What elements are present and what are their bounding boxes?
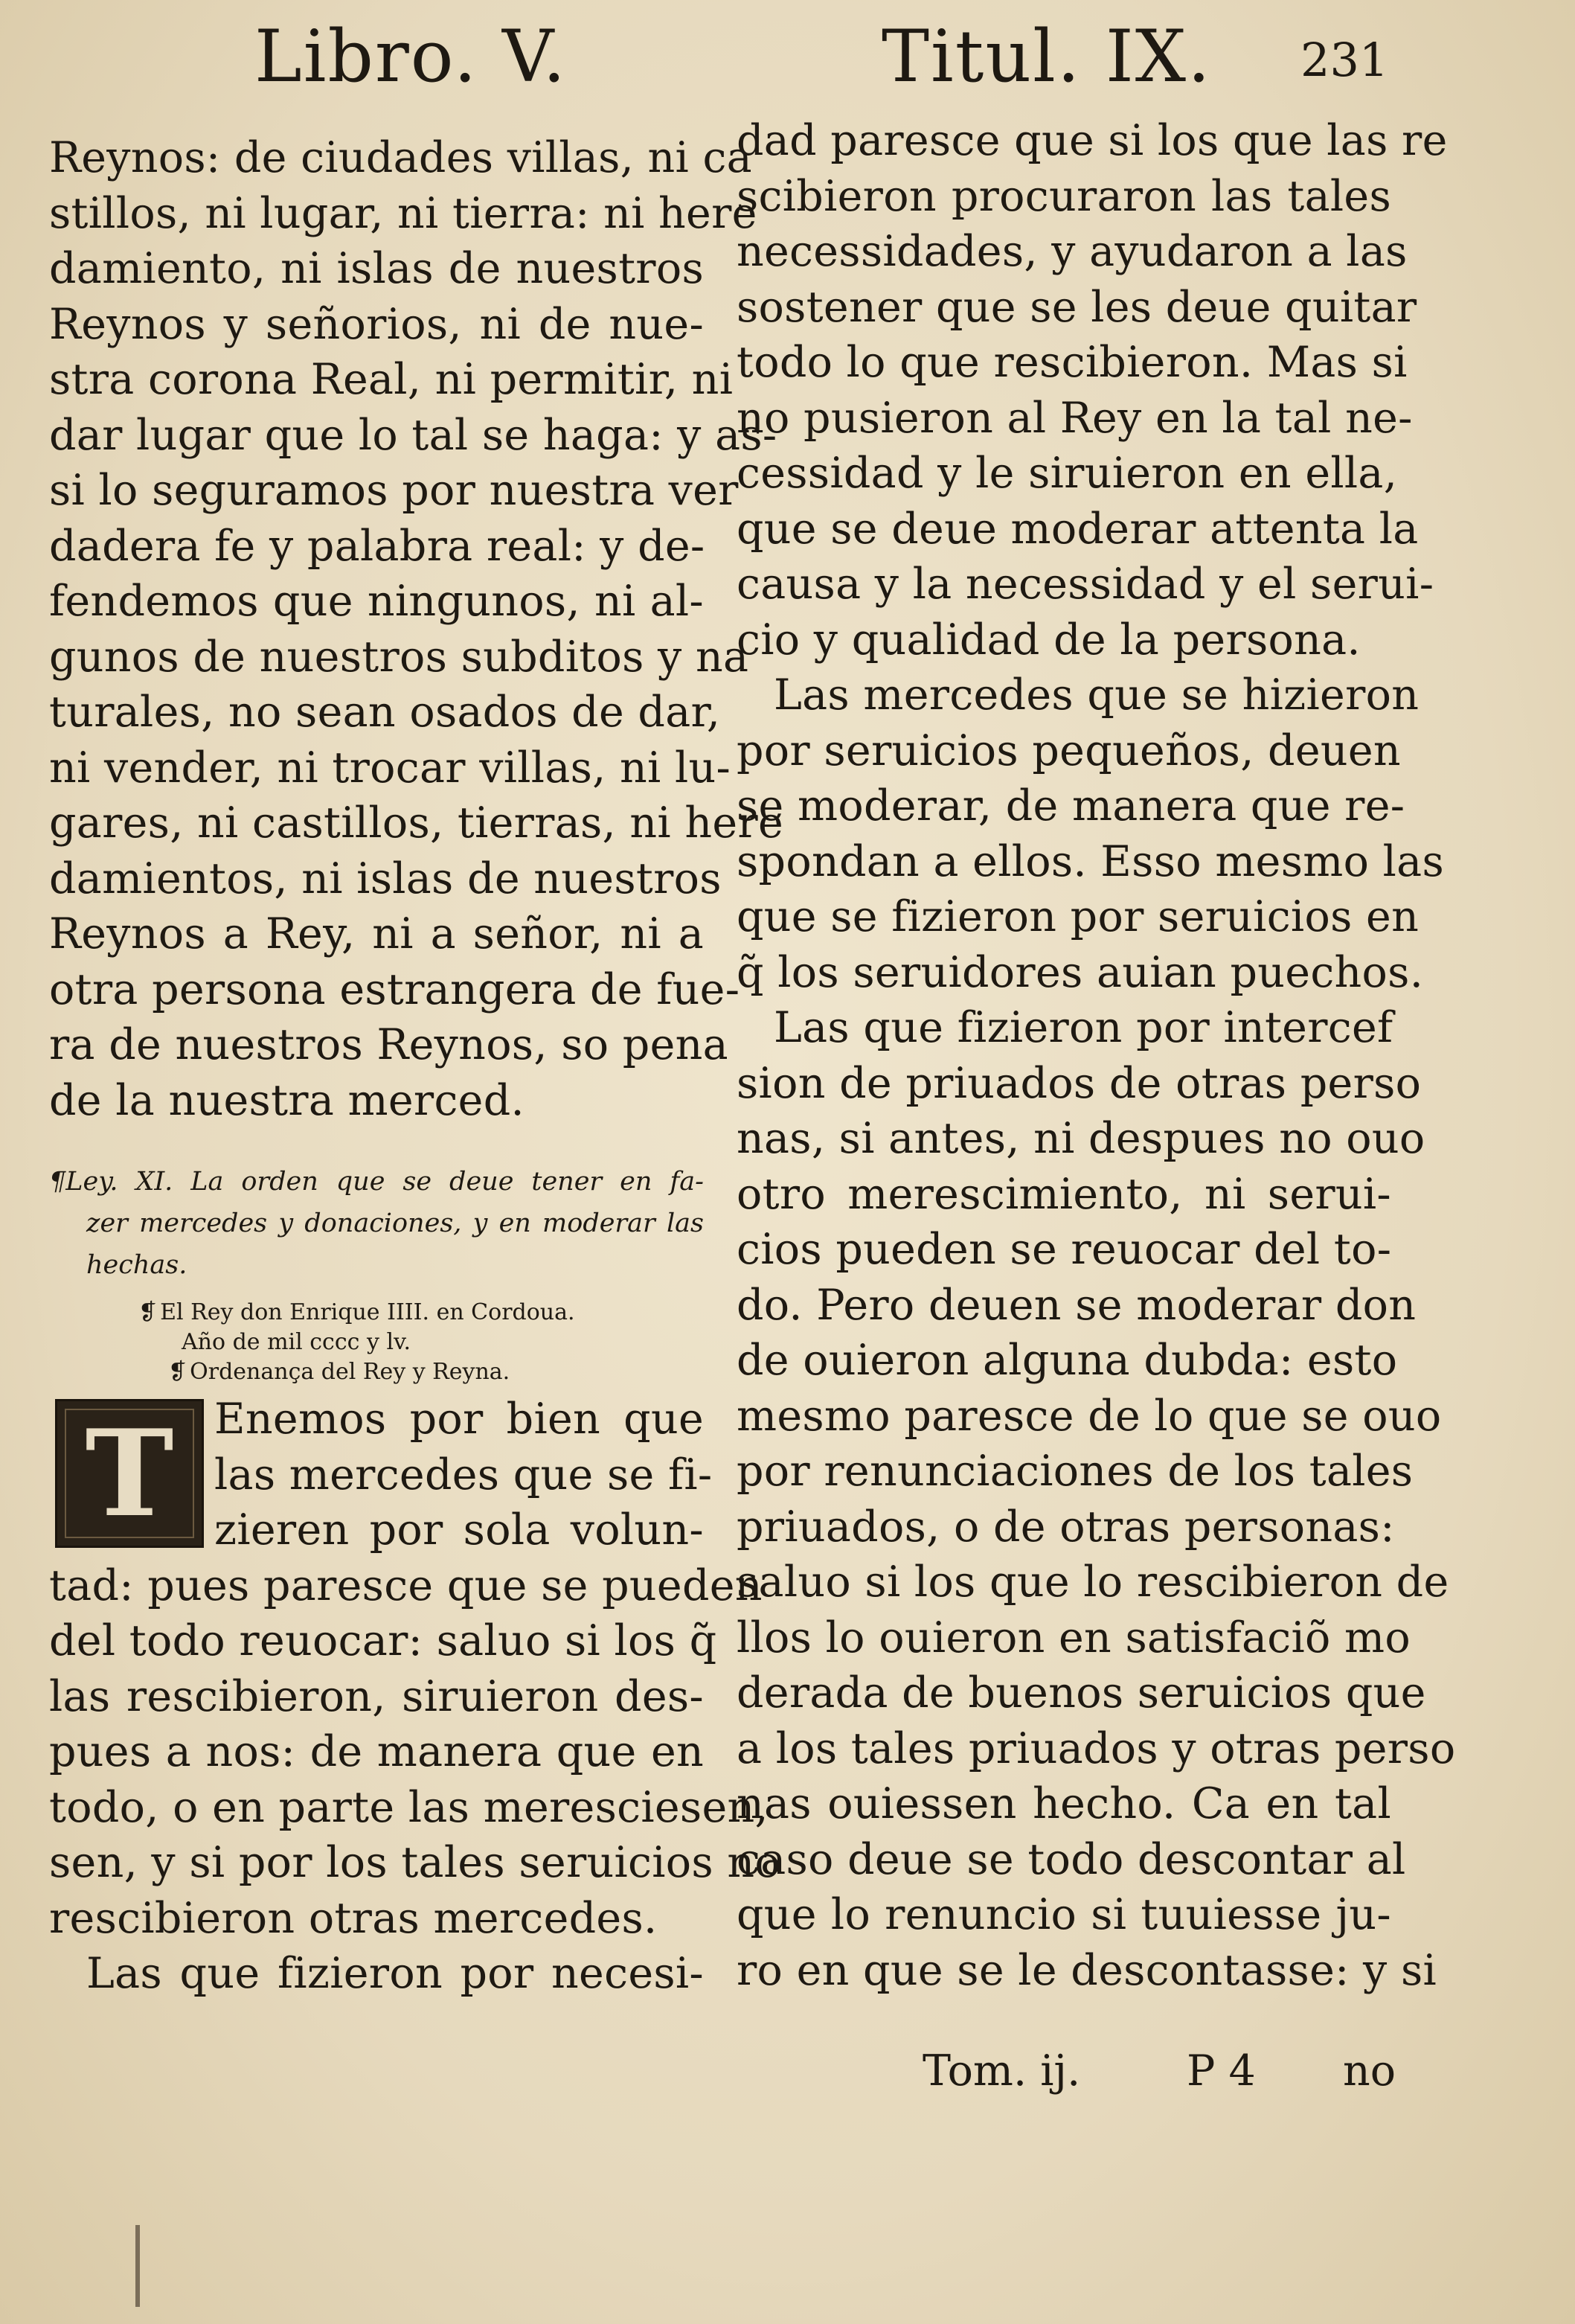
text-line: saluo si los que lo rescibieron de — [737, 1558, 1449, 1607]
page-number: 231 — [1300, 33, 1389, 87]
text-line: Las que fizieron por intercef — [774, 1003, 1393, 1052]
text-line: por renunciaciones de los tales — [737, 1447, 1414, 1496]
text-line: llos lo ouieron en satisfaciõ mo — [737, 1613, 1411, 1662]
right-paragraph-2 — [737, 668, 1444, 1000]
text-line: Las mercedes que se hizieron — [774, 670, 1420, 720]
text-line: ni vender, ni trocar villas, ni lu- — [49, 743, 731, 793]
text-line: dad paresce que si los que las re — [737, 116, 1448, 165]
text-line: tad: pues paresce que se pueden — [49, 1560, 763, 1610]
volume-mark: Tom. ij. — [923, 2046, 1081, 2096]
text-line: del todo reuocar: saluo si los q̃ — [49, 1616, 717, 1665]
text-line: Reynos: de ciudades villas, ni ca — [49, 133, 752, 182]
text-line: a los tales priuados y otras perso — [737, 1723, 1456, 1773]
text-line: do. Pero deuen se moderar don — [737, 1280, 1417, 1330]
text-line: scibieron procuraron las tales — [737, 171, 1391, 221]
text-line: Reynos a Rey, ni a señor, ni a — [49, 909, 704, 958]
initial-letter: T — [85, 1403, 174, 1543]
text-line: que se deue moderar attenta la — [737, 504, 1419, 554]
text-line: rescibieron otras mercedes. — [49, 1893, 658, 1943]
text-line: q̃ los seruidores auian puechos. — [737, 947, 1424, 997]
running-header-book: Libro. V. — [254, 15, 567, 98]
text-line: causa y la necessidad y el serui- — [737, 560, 1434, 609]
left-column — [49, 130, 783, 2002]
text-line: fendemos que ningunos, ni al- — [49, 577, 704, 626]
text-line: que lo renuncio si tuuiesse ju- — [737, 1890, 1391, 1939]
text-line: stillos, ni lugar, ni tierra: ni here — [49, 188, 757, 238]
text-line: todo lo que rescibieron. Mas si — [737, 338, 1408, 387]
text-line: spondan a ellos. Esso mesmo las — [737, 836, 1444, 886]
pilcrow-icon: ❡ — [138, 1299, 158, 1325]
text-line: nas, si antes, ni despues no ouo — [737, 1114, 1425, 1163]
text-line: de la nuestra merced. — [49, 1075, 525, 1125]
text-line: si lo seguramos por nuestra ver — [49, 466, 739, 515]
right-paragraph-3 — [737, 1000, 1456, 1998]
text-line: de ouieron alguna dubda: esto — [737, 1336, 1398, 1385]
text-line: sen, y si por los tales seruicios no — [49, 1838, 781, 1887]
text-line: otra persona estrangera de fue- — [49, 964, 740, 1014]
citation-line: Año de mil cccc y lv. — [182, 1329, 411, 1355]
running-header-title: Titul. IX. — [882, 15, 1212, 98]
citation-line — [138, 1298, 704, 1328]
text-line: necessidades, y ayudaron a las — [737, 227, 1408, 276]
text-line: Reynos y señorios, ni de nue- — [49, 299, 704, 349]
right-column — [737, 113, 1456, 1998]
citation-text: El Rey don Enrique IIII. en Cordoua. — [160, 1299, 575, 1325]
text-line: otro merescimiento, ni serui- — [737, 1169, 1391, 1219]
ley-heading-line: zer mercedes y donaciones, y en moderar las — [86, 1209, 704, 1238]
signature-mark: P 4 — [1187, 2046, 1256, 2096]
ley-heading-line: hechas. — [86, 1250, 187, 1280]
text-line: gares, ni castillos, tierras, ni here — [49, 798, 783, 848]
text-line: cios pueden se reuocar del to- — [737, 1225, 1392, 1274]
right-paragraph-1 — [737, 113, 1448, 668]
text-line: stra corona Real, ni permitir, ni — [49, 355, 734, 404]
ley-heading — [49, 1161, 704, 1286]
text-line: todo, o en parte las meresciesen, — [49, 1782, 769, 1832]
ley-heading-line: ¶Ley. XI. La orden que se deue tener en fa- — [49, 1167, 704, 1197]
text-line: priuados, o de otras personas: — [737, 1502, 1395, 1552]
ink-mark — [135, 2225, 140, 2307]
text-line: derada de buenos seruicios que — [737, 1668, 1426, 1718]
text-line: mesmo paresce de lo que se ouo — [737, 1391, 1442, 1441]
text-line: cessidad y le siruieron en ella, — [737, 449, 1398, 498]
text-line: Enemos por bien que — [214, 1395, 704, 1444]
text-line: gunos de nuestros subditos y na — [49, 632, 749, 682]
text-line: las rescibieron, siruieron des- — [49, 1671, 704, 1721]
text-line: que se fizieron por seruicios en — [737, 892, 1420, 941]
text-line: zieren por sola volun- — [214, 1505, 704, 1555]
citation-text: Ordenança del Rey y Reyna. — [190, 1359, 510, 1385]
text-line: damiento, ni islas de nuestros — [49, 244, 704, 293]
text-line: caso deue se todo descontar al — [737, 1834, 1406, 1884]
text-line: nas ouiessen hecho. Ca en tal — [737, 1779, 1391, 1828]
text-line: pues a nos: de manera que en — [49, 1727, 704, 1776]
citation-line — [138, 1357, 704, 1387]
text-line: sostener que se les deue quitar — [737, 282, 1417, 332]
text-line: por seruicios pequeños, deuen — [737, 726, 1401, 775]
decorated-initial-icon — [55, 1399, 204, 1548]
pilcrow-icon: ❡ — [168, 1359, 187, 1385]
text-line: Las que fizieron por necesi- — [86, 1949, 704, 1998]
catchword: no — [1343, 2046, 1396, 2096]
left-paragraph-1 — [49, 130, 783, 1128]
text-line: se moderar, de manera que re- — [737, 781, 1405, 830]
text-line: cio y qualidad de la persona. — [737, 615, 1361, 665]
decorated-paragraph — [49, 1392, 781, 2002]
text-line: ro en que se le descontasse: y si — [737, 1945, 1437, 1995]
text-line: no pusieron al Rey en la tal ne- — [737, 393, 1413, 443]
text-line: damientos, ni islas de nuestros — [49, 854, 722, 903]
text-line: dadera fe y palabra real: y de- — [49, 521, 705, 571]
text-line: las mercedes que se fi- — [214, 1450, 713, 1499]
text-line: turales, no sean osados de dar, — [49, 688, 721, 737]
text-line: ra de nuestros Reynos, so pena — [49, 1020, 728, 1069]
text-line: dar lugar que lo tal se haga: y as- — [49, 410, 777, 460]
source-citations — [49, 1298, 704, 1387]
text-line: sion de priuados de otras perso — [737, 1058, 1422, 1108]
